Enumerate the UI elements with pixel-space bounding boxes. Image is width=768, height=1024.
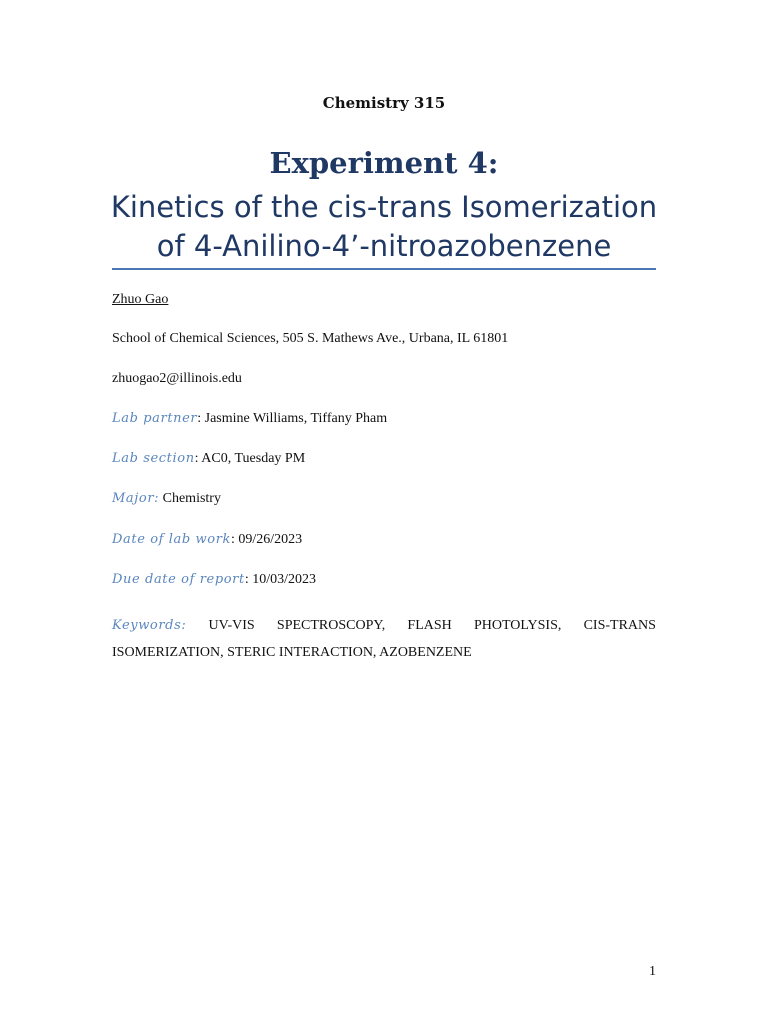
keyword: UV-VIS — [208, 618, 255, 633]
keyword: SPECTROSCOPY, — [276, 618, 386, 633]
lab-partner-label: Lab partner — [112, 411, 198, 426]
author-name: Zhuo Gao — [112, 292, 169, 307]
due-date-label: Due date of report — [112, 572, 245, 587]
keywords-label: Keywords: — [112, 618, 187, 633]
keywords-line-2: ISOMERIZATION, STERIC INTERACTION, AZOBENZENE — [112, 645, 472, 660]
experiment-title: Experiment 4: — [269, 146, 499, 180]
major-label: Major: — [112, 491, 160, 506]
author-address: School of Chemical Sciences, 505 S. Mathews Ave., Urbana, IL 61801 — [112, 331, 509, 346]
major-value: Chemistry — [159, 491, 221, 506]
lab-section-label: Lab section — [112, 451, 195, 466]
title-divider — [112, 268, 656, 270]
lab-partner-row — [112, 411, 656, 427]
date-lab-label: Date of lab work — [112, 532, 232, 547]
subtitle-line-1: Kinetics of the cis-trans Isomerization — [110, 190, 658, 224]
subtitle-line-2: of 4-Anilino-4’-nitroazobenzene — [156, 229, 612, 263]
keywords-line-1 — [112, 612, 656, 639]
course-name: Chemistry 315 — [322, 94, 446, 112]
due-date-value: : 10/03/2023 — [244, 572, 316, 587]
author-email: zhuogao2@illinois.edu — [112, 371, 242, 386]
page-number: 1 — [649, 964, 656, 979]
date-lab-value: : 09/26/2023 — [231, 532, 303, 547]
keyword: CIS-TRANS — [583, 618, 656, 633]
lab-partner-value: : Jasmine Williams, Tiffany Pham — [197, 411, 388, 426]
lab-section-value: : AC0, Tuesday PM — [194, 451, 306, 466]
date-lab-row — [112, 532, 656, 548]
keywords-block — [112, 612, 656, 666]
keyword: PHOTOLYSIS, — [473, 618, 562, 633]
experiment-subtitle — [0, 188, 768, 266]
due-date-row — [112, 572, 656, 588]
lab-section-row — [112, 451, 656, 467]
major-row — [112, 491, 656, 507]
keyword: FLASH — [407, 618, 452, 633]
